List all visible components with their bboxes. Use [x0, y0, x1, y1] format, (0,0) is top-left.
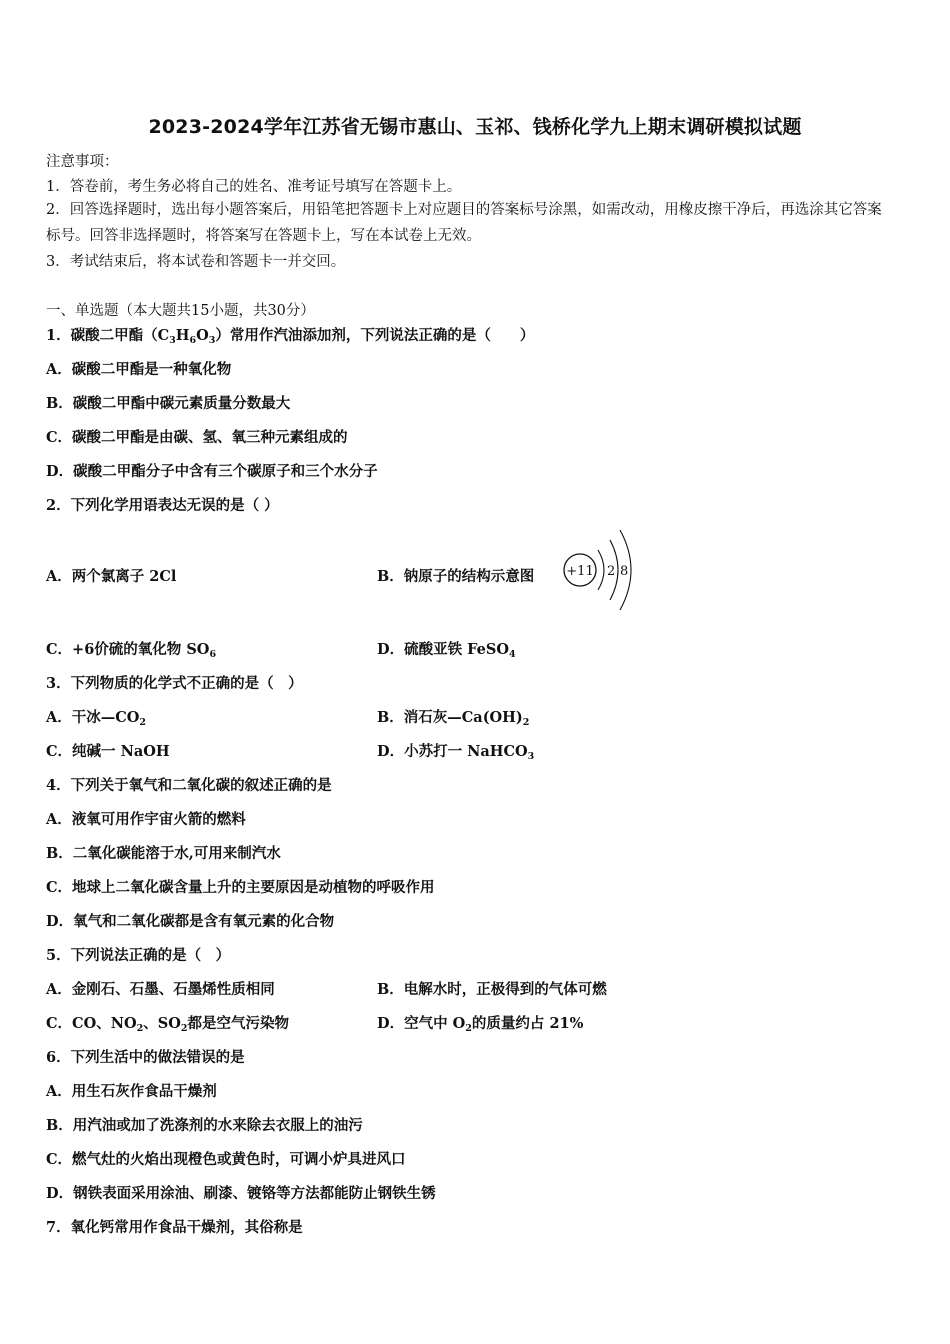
question-5-option-a: A．金刚石、石墨、石墨烯性质相同: [46, 981, 275, 998]
question-6-stem: 6．下列生活中的做法错误的是: [46, 1049, 245, 1066]
question-1-stem: 1．碳酸二甲酯$(C_3H_6O_3)$常用作汽油添加剂，下列说法正确的是（ ）: [46, 327, 535, 346]
question-5-stem: 5．下列说法正确的是（ ）: [46, 947, 231, 964]
question-3-option-b: B．消石灰$—Ca(OH)_2$: [377, 709, 530, 728]
question-3-option-a: A．干冰$—CO_2$: [46, 709, 147, 728]
question-4-option-d: D．氧气和二氧化碳都是含有氧元素的化合物: [46, 913, 335, 930]
question-1-option-d: D．碳酸二甲酯分子中含有三个碳原子和三个水分子: [46, 463, 378, 480]
notice-heading: 注意事项：: [46, 154, 119, 170]
question-6-option-a: A．用生石灰作食品干燥剂: [46, 1083, 217, 1100]
sodium-atom-diagram: [560, 528, 640, 614]
section-heading: 一、单选题（本大题共15小题，共30分）: [46, 303, 315, 319]
shell-1-electrons: 2: [607, 564, 616, 579]
notice-item-1: 1．答卷前，考生务必将自己的姓名、准考证号填写在答题卡上。: [46, 179, 462, 195]
question-5-option-d: D．空气中 $O_2$的质量约占 21%: [377, 1015, 584, 1034]
question-4-stem: 4．下列关于氧气和二氧化碳的叙述正确的是: [46, 777, 332, 794]
question-6-option-c: C．燃气灶的火焰出现橙色或黄色时，可调小炉具进风口: [46, 1151, 406, 1168]
question-6-option-d: D．钢铁表面采用涂油、刷漆、镀铬等方法都能防止钢铁生锈: [46, 1185, 436, 1202]
question-3-option-d: D．小苏打一 NaHCO$_3$: [377, 743, 535, 762]
question-5-option-c: C．CO、$NO_2$、$SO_2$都是空气污染物: [46, 1015, 289, 1034]
page-title: 2023-2024学年江苏省无锡市惠山、玉祁、钱桥化学九上期末调研模拟试题: [148, 116, 802, 138]
notice-item-3: 3．考试结束后，将本试卷和答题卡一并交回。: [46, 254, 346, 270]
question-4-option-b: B．二氧化碳能溶于水,可用来制汽水: [46, 845, 281, 862]
question-6-option-b: B．用汽油或加了洗涤剂的水来除去衣服上的油污: [46, 1117, 363, 1134]
question-2-stem: 2．下列化学用语表达无误的是（ ）: [46, 497, 279, 514]
question-2-option-b: B．钠原子的结构示意图: [377, 568, 535, 585]
question-2-option-a: A．两个氯离子 2Cl: [46, 568, 177, 585]
notice-item-2: 2．回答选择题时，选出每小题答案后，用铅笔把答题卡上对应题目的答案标号涂黑，如需改动，用橡皮擦干净后，再选涂其它答案标号。回答非选择题时，将答案写在答题卡上，写在本试卷上无效。: [46, 202, 882, 244]
question-2-option-c: C．+6价硫的氧化物 $SO_6$: [46, 641, 217, 660]
question-1-option-b: B．碳酸二甲酯中碳元素质量分数最大: [46, 395, 291, 412]
question-4-option-c: C．地球上二氧化碳含量上升的主要原因是动植物的呼吸作用: [46, 879, 435, 896]
question-3-option-c: C．纯碱一 NaOH: [46, 743, 170, 760]
question-5-option-b: B．电解水时，正极得到的气体可燃: [377, 981, 607, 998]
nucleus-charge: +11: [566, 564, 594, 579]
question-3-stem: 3．下列物质的化学式不正确的是（ ）: [46, 675, 303, 692]
question-1-option-c: C．碳酸二甲酯是由碳、氢、氧三种元素组成的: [46, 429, 348, 446]
question-2-option-d: D．硫酸亚铁 FeSO$_4$: [377, 641, 516, 660]
electron-shell-1: [598, 550, 604, 590]
question-7-stem: 7．氧化钙常用作食品干燥剂，其俗称是: [46, 1219, 303, 1236]
question-1-option-a: A．碳酸二甲酯是一种氧化物: [46, 361, 232, 378]
question-4-option-a: A．液氧可用作宇宙火箭的燃料: [46, 811, 246, 828]
shell-2-electrons: 8: [620, 564, 629, 579]
